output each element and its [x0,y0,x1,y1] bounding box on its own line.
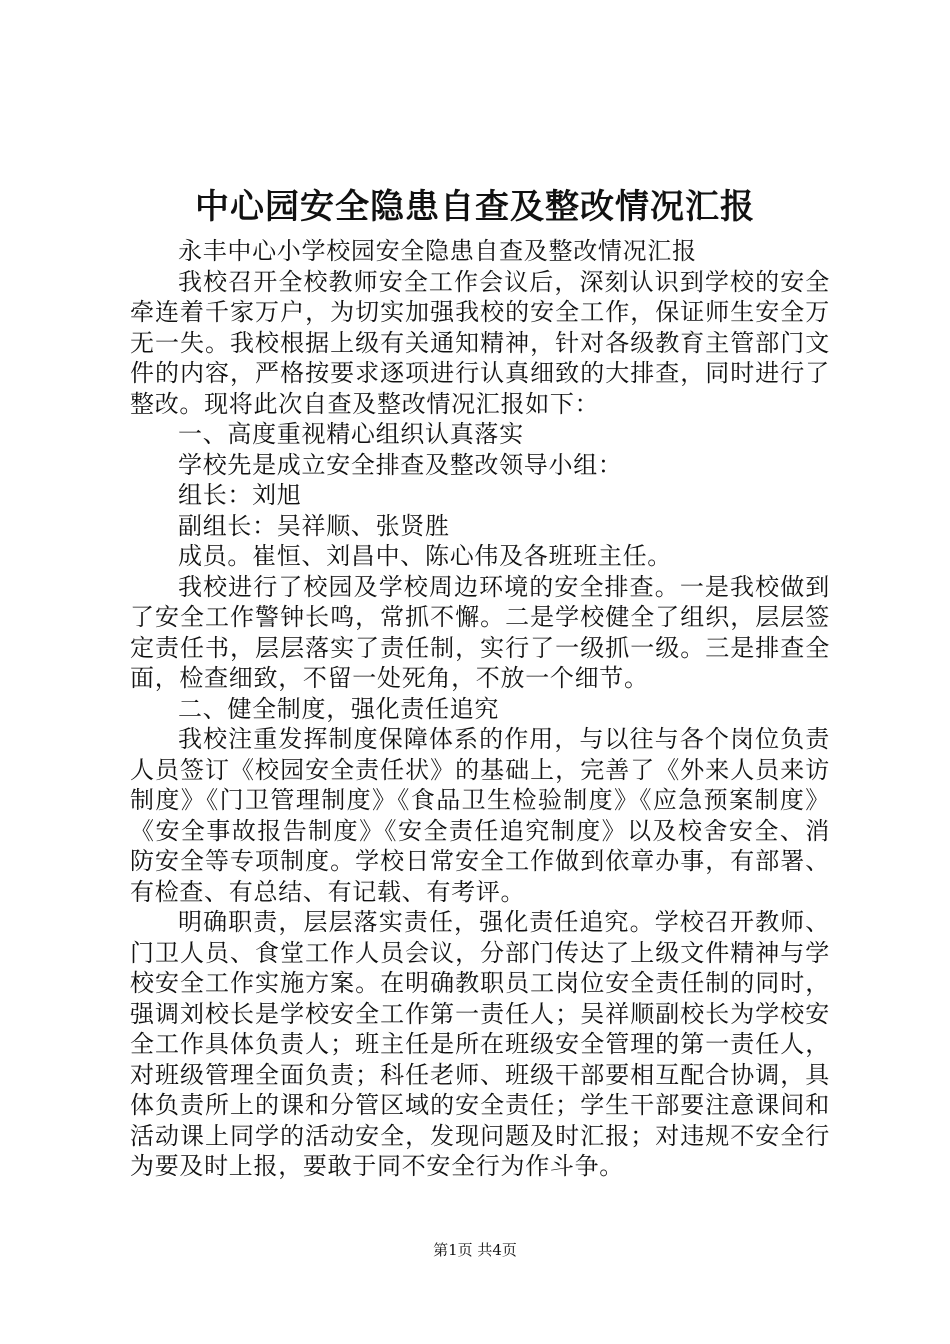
body-paragraph: 明确职责，层层落实责任，强化责任追究。学校召开教师、门卫人员、食堂工作人员会议，分部门传达了上级文件精神与学校安全工作实施方案。在明确教职员工岗位安全责任制的同时，强调刘校长是学校安全工作第一责任人；吴祥顺副校长为学校安全工作具体负责人；班主任是所在班级安全管理的第一责任人，对班级管理全面负责；科任老师、班级干部要相互配合协调，具体负责所上的课和分管区域的安全责任；学生干部要注意课间和活动课上同学的活动安全，发现问题及时汇报；对违规不安全行为要及时上报，要敢于同不安全行为作斗争。 [130,908,830,1180]
intro-paragraph: 我校召开全校教师安全工作会议后，深刻认识到学校的安全牵连着千家万户，为切实加强我校的安全工作，保证师生安全万无一失。我校根据上级有关通知精神，针对各级教育主管部门文件的内容，严格按要求逐项进行认真细致的大排查，同时进行了整改。现将此次自查及整改情况汇报如下： [130,267,830,418]
section-heading-2: 二、健全制度，强化责任追究 [178,694,500,723]
section-heading-1: 一、高度重视精心组织认真落实 [178,420,524,448]
page-number-footer: 第1页 共4页 [433,1241,517,1259]
team-members-line: 成员。崔恒、刘昌中、陈心伟及各班班主任。 [178,542,672,570]
body-paragraph: 我校注重发挥制度保障体系的作用，与以往与各个岗位负责人员签订《校园安全责任状》的基础上，完善了《外来人员来访制度》《门卫管理制度》《食品卫生检验制度》《应急预案制度》《安全事故报告制度》《安全责任追究制度》以及校舍安全、消防安全等专项制度。学校日常安全工作做到依章办事，有部署、有检查、有总结、有记载、有考评。 [130,725,830,906]
team-leader-line: 组长：刘旭 [178,481,302,509]
body-paragraph: 我校进行了校园及学校周边环境的安全排查。一是我校做到了安全工作警钟长鸣，常抓不懈。二是学校健全了组织，层层签定责任书，层层落实了责任制，实行了一级抓一级。三是排查全面，检查细致，不留一处死角，不放一个细节。 [130,572,830,692]
body-paragraph: 学校先是成立安全排查及整改领导小组： [178,450,623,479]
document-title: 中心园安全隐患自查及整改情况汇报 [195,187,755,227]
team-deputy-line: 副组长：吴祥顺、张贤胜 [178,511,450,540]
subtitle-paragraph: 永丰中心小学校园安全隐患自查及整改情况汇报 [178,237,697,265]
document-body [130,236,830,1182]
